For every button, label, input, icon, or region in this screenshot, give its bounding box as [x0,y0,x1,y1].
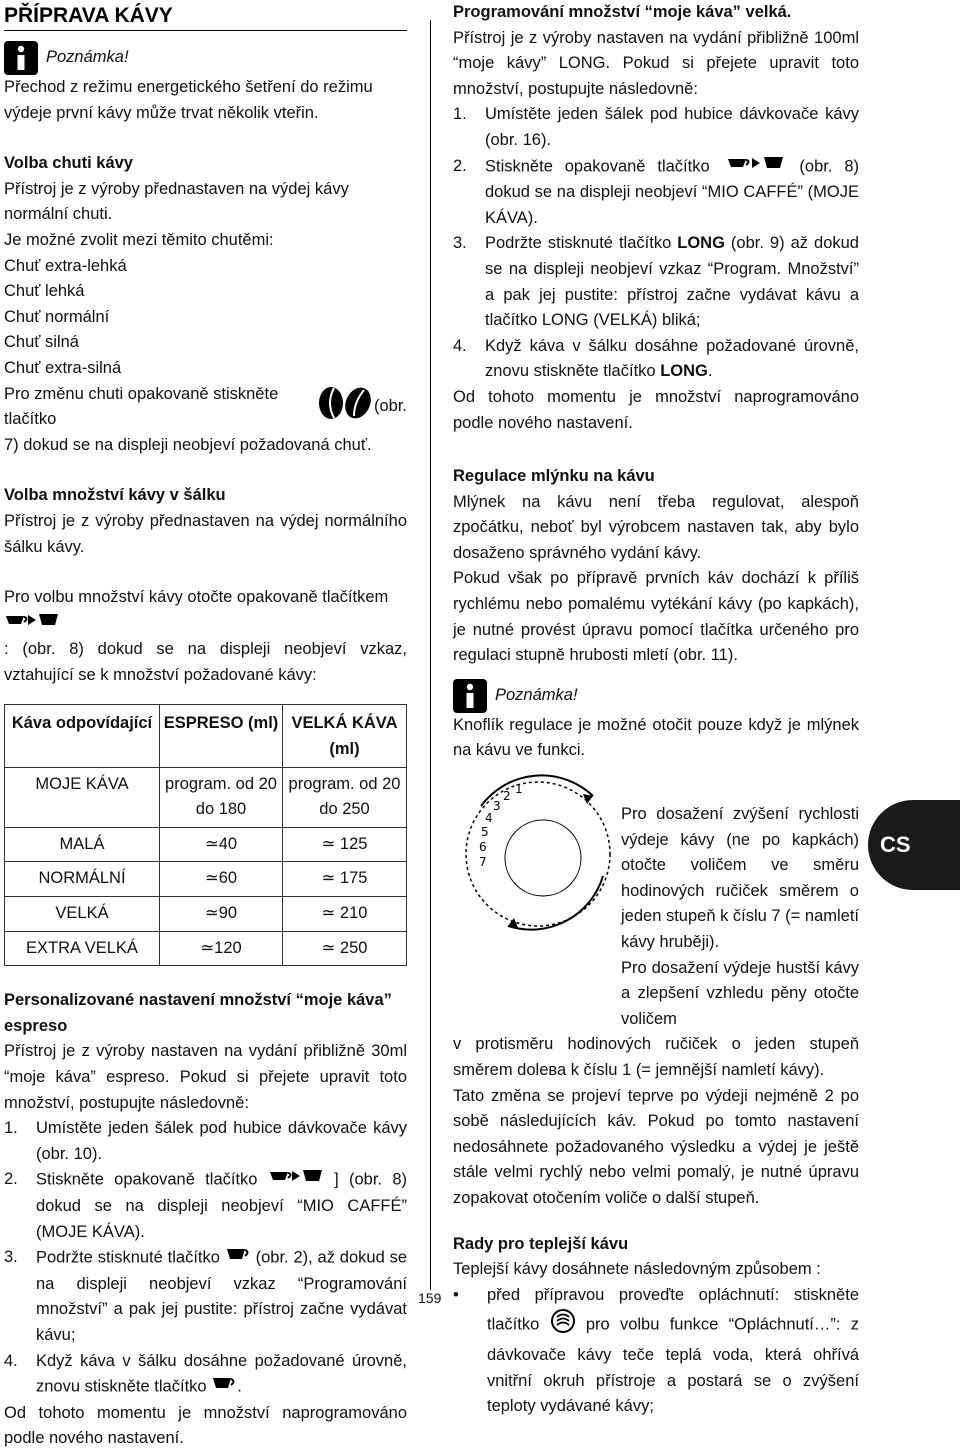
list-item [453,102,859,153]
list-item [453,1283,859,1420]
taste-option: Chuť normální [4,307,110,326]
step-text [36,1167,407,1245]
dial-knob [505,820,581,896]
dial-digit: 1 [515,782,523,796]
personal-intro: Přístroj je z výroby nastaven na vydání přibližně 30ml “moje káva” espreso. Pokud si přejete upravit toto množství, postupujte následovně: [4,1042,407,1112]
table-row [5,931,407,966]
step-text-b: (obr. 8) dokud se na displeji neobjeví “MIO CAFFÉ” (MOJE KÁVA). [485,157,859,227]
bullet-text-a: před přípravou proveďte opláchnutí: stiskněte tlačítko [487,1285,859,1334]
list-item [4,1245,407,1348]
step-text [485,231,859,333]
amount-turn-b: : (obr. 8) dokud se na displeji neobjeví vzkaz, vztahující se k množství požadované kávy: [4,640,407,684]
table-cell: ≃ 125 [283,827,407,862]
dial-arrow-bottom [508,876,603,930]
language-tab: CS [868,800,960,890]
taste-press-c: 7) dokud se na displeji neobjeví požadovaná chuť. [4,435,372,454]
table-cell: MALÁ [5,827,160,862]
taste-option: Chuť extra-silná [4,358,122,377]
grinder-cont: v protisměru hodinových ručiček o jeden stupeň směrem dolева k číslu 1 (= jemnější namletí kávy). [453,1035,859,1079]
step-number: 1. [453,105,467,124]
taste-intro-1: Přístroj je z výroby přednastaven na výdej kávy normální chuti. [4,179,349,224]
grinder-p2: Pokud však po přípravě prvních káv dochází k příliš rychlému nebo pomalému vytékání kávy (po kapkách), je nutné provést úpravu pomocí tlačítka určeného pro regulaci stupně hrubosti mletí (obr. 11). [453,569,859,665]
page-title: PŘÍPRAVA KÁVY [4,0,407,31]
step-text [485,154,859,232]
grinder-p1: Mlýnek na kávu není třeba regulovat, alespoň zpočátku, neboť byl výrobcem nastaven tak, aby bylo dosaženo správného vydání kávy. [453,492,859,562]
taste-press-a: Pro změnu chuti opakovaně stiskněte tlačítko [4,384,279,429]
column-divider [430,20,431,1290]
amount-turn-line [4,585,407,637]
list-item [4,1116,407,1167]
bullet-mark: • [453,1285,459,1304]
table-cell: program. od 20 do 180 [160,767,283,827]
taste-option: Chuť silná [4,333,79,352]
long-label: LONG [660,362,708,381]
list-item [453,231,859,333]
table-cell: MOJE KÁVA [5,767,160,827]
warm-intro: Teplejší kávy dosáhnete následovným způsobem : [453,1260,821,1279]
info-icon [4,41,38,75]
note-label: Poznámka! [46,48,129,67]
note-label: Poznámka! [495,686,578,705]
info-icon [453,679,487,713]
grinder-note-block [453,679,859,713]
table-cell: ≃ 210 [283,897,407,932]
table-cell: EXTRA VELKÁ [5,931,160,966]
table-cell: ≃ 175 [283,862,407,897]
note-block [4,41,407,75]
step-text: Umístěte jeden šálek pod hubice dávkovače kávy (obr. 16). [485,105,859,149]
dial-digit: 2 [503,789,511,803]
personal-heading: Personalizované nastavení množství “moje káva” espreso [4,991,392,1035]
list-item [4,1349,407,1401]
step-text-b: . [237,1377,242,1396]
step-text-a: Stiskněte opakovaně tlačítko [36,1171,258,1190]
table-cell: ≃120 [160,931,283,966]
table-cell: ≃ 250 [283,931,407,966]
left-column [4,0,407,1452]
table-cell: ≃90 [160,897,283,932]
table-row [5,862,407,897]
cup-size-icon [722,154,788,181]
taste-intro-2: Je možné zvolit mezi těmito chutěmi: [4,230,274,249]
step-text-b: ] (obr. 8) dokud se na displeji neobjeví “MIO CAFFÉ” (MOJE KÁVA). [36,1171,407,1241]
grinder-dial-illustration [453,766,628,941]
warm-heading: Rady pro teplejší kávu [453,1234,629,1253]
personal-steps [4,1116,407,1401]
table-header: ESPRESO (ml) [160,705,283,767]
taste-option: Chuť extra-lehká [4,256,127,275]
step-text-a: Podržte stisknuté tlačítko [485,234,672,253]
grinder-float-1: Pro dosažení zvýšení rychlosti výdeje kávy (ne po kapkách) otočte voličem ve směru hodinových ručiček směrem o jeden stupeň k číslu 7 (= namletí kávy hruběji). [621,805,860,951]
step-text [36,1349,407,1401]
grinder-float-2: Pro dosažení výdeje hustší kávy a zlepšení vzhledu pěny otočte voličem [621,958,859,1028]
cup-size-icon [268,1167,324,1194]
grinder-note-text: Knoflík regulace je možné otočit pouze když je mlýnek na kávu ve funkci. [453,715,859,760]
taste-press-b: (obr. [373,397,407,416]
table-row [5,897,407,932]
dial-digit: 4 [485,811,493,825]
step-number: 4. [453,336,467,355]
coffee-bean-strength-icon [314,386,374,429]
espresso-cup-icon [225,1245,251,1272]
taste-press-line [4,382,407,433]
page-number: 159 [418,1290,442,1306]
table-header: VELKÁ KÁVA (ml) [283,705,407,767]
step-text: Umístěte jeden šálek pod hubice dávkovače kávy (obr. 10). [36,1119,407,1163]
personal-outro: Od tohoto momentu je množství naprogramováno podle nového nastavení. [4,1403,407,1448]
amount-heading: Volba množství kávy v šálku [4,486,226,505]
taste-option: Chuť lehká [4,282,85,301]
step-number: 2. [4,1170,18,1189]
dial-digit: 3 [493,799,501,813]
espresso-cup-icon [211,1374,237,1401]
step-number: 1. [4,1119,18,1138]
table-row [5,767,407,827]
dial-digit: 5 [481,825,489,839]
amount-table [4,704,407,966]
table-cell: program. od 20 do 250 [283,767,407,827]
amount-intro: Přístroj je z výroby přednastaven na výdej normálního šálku kávy. [4,511,407,556]
step-text-a: Když káva v šálku dosáhne požadované úrovně, znovu stiskněte tlačítko [485,336,859,381]
step-text [485,334,859,385]
prog-intro: Přístroj je z výroby nastaven na vydání přibližně 100ml “moje kávy” LONG. Pokud si přejete upravit toto množství, postupujte následovně: [453,28,859,98]
amount-turn-a: Pro volbu množství kávy otočte opakovaně tlačítkem [4,588,389,607]
list-item [453,154,859,232]
taste-heading: Volba chuti kávy [4,154,133,173]
step-text-a: Když káva v šálku dosáhne požadované úrovně, znovu stiskněte tlačítko [36,1351,407,1396]
prog-steps [453,102,859,385]
rinse-icon [550,1308,576,1343]
step-number: 4. [4,1351,18,1370]
step-text-c: . [707,362,713,381]
grinder-heading: Regulace mlýnku na kávu [453,467,655,486]
table-row [5,827,407,862]
bullet-text-b: pro volbu funkce “Opláchnutí…”: z dávkovače kávy teče teplá voda, která ohřívá vnitřní okruh přístroje a postará se o zvýšení teploty vydávané kávy; [487,1315,859,1416]
prog-heading: Programování množství “moje káva” velká. [453,3,792,21]
step-number: 3. [4,1248,18,1267]
list-item [453,334,859,385]
bullet-text [487,1283,859,1420]
step-text-a: Stiskněte opakovaně tlačítko [485,157,710,176]
step-text-c: (obr. 9) až dokud se na displeji neobjeví vzkaz “Program. Množství” a pak jej pustite: přístroj začne vydávat kávu a tlačítko LONG (VELKÁ) bliká; [485,234,859,330]
note-text: Přechod z režimu energetického šetření do režimu výdeje první kávy může trvat několik vteřin. [4,78,373,122]
step-number: 3. [453,234,467,253]
dial-digit: 6 [479,840,487,854]
table-cell: VELKÁ [5,897,160,932]
step-text [36,1245,407,1348]
table-cell: NORMÁLNÍ [5,862,160,897]
long-label: LONG [677,234,725,253]
table-cell: ≃40 [160,827,283,862]
prog-outro: Od tohoto momentu je množství naprogramováno podle nového nastavení. [453,387,859,432]
cup-size-icon [4,611,60,638]
dial-digit: 7 [479,855,487,869]
step-text-b: (obr. 2), až dokud se na displeji neobjeví vzkaz “Programování množství” a pak jej pustite: přístroj začne vydávat kávu; [36,1248,408,1344]
step-text-a: Podržte stisknuté tlačítko [36,1248,220,1267]
grinder-p3: Tato změna se projeví teprve po výdeji nejméně 2 po sobě následujících káv. Pokud po tomto nastavení nedosáhnete požadovaného výsledku a výdej je ještě stále velmi rychlý nebo velmi pomalý, je nutné úpravu zopakovat otočením voliče o další stupeň. [453,1086,859,1207]
table-header-row [5,705,407,767]
step-number: 2. [453,156,467,175]
table-cell: ≃60 [160,862,283,897]
right-column [453,0,859,1420]
table-header: Káva odpovídající [5,705,160,767]
list-item [4,1167,407,1245]
